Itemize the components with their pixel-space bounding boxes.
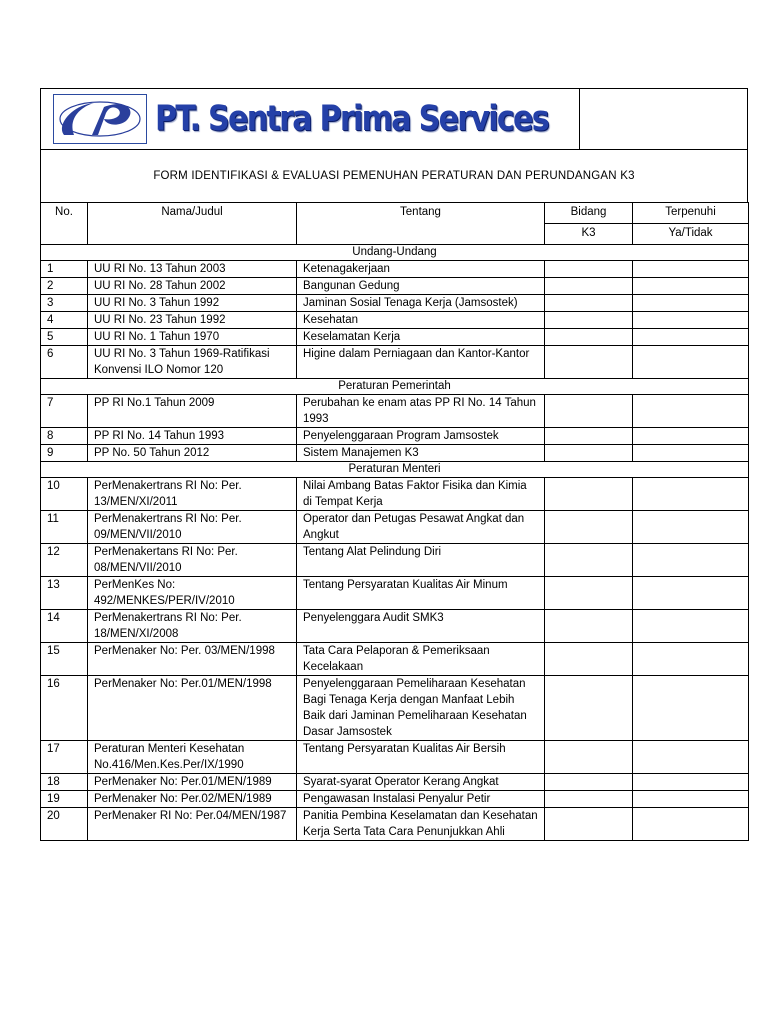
row-tentang: Penyelenggaraan Program Jamsostek — [297, 428, 545, 445]
table-row — [41, 544, 749, 577]
table-header-row — [41, 203, 749, 224]
row-bidang-cell[interactable] — [545, 577, 633, 610]
row-number: 3 — [41, 295, 88, 312]
row-bidang-cell[interactable] — [545, 428, 633, 445]
row-terpenuhi-cell[interactable] — [633, 329, 749, 346]
row-tentang: Jaminan Sosial Tenaga Kerja (Jamsostek) — [297, 295, 545, 312]
row-terpenuhi-cell[interactable] — [633, 791, 749, 808]
company-logo — [53, 94, 573, 144]
row-terpenuhi-cell[interactable] — [633, 676, 749, 741]
table-row — [41, 329, 749, 346]
row-nama: PerMenakertans RI No: Per. 08/MEN/VII/2010 — [88, 544, 297, 577]
row-bidang-cell[interactable] — [545, 544, 633, 577]
table-row — [41, 346, 749, 379]
section-row — [41, 379, 749, 395]
row-bidang-cell[interactable] — [545, 346, 633, 379]
table-row — [41, 445, 749, 462]
row-number: 19 — [41, 791, 88, 808]
col-terpenuhi-subheader: Ya/Tidak — [633, 224, 749, 245]
row-tentang: Perubahan ke enam atas PP RI No. 14 Tahun 1993 — [297, 395, 545, 428]
row-terpenuhi-cell[interactable] — [633, 312, 749, 329]
row-bidang-cell[interactable] — [545, 791, 633, 808]
row-tentang: Kesehatan — [297, 312, 545, 329]
table-row — [41, 428, 749, 445]
row-bidang-cell[interactable] — [545, 511, 633, 544]
row-nama: PerMenaker RI No: Per.04/MEN/1987 — [88, 808, 297, 841]
row-terpenuhi-cell[interactable] — [633, 610, 749, 643]
row-number: 12 — [41, 544, 88, 577]
table-row — [41, 295, 749, 312]
row-tentang: Higine dalam Perniagaan dan Kantor-Kantor — [297, 346, 545, 379]
row-tentang: Pengawasan Instalasi Penyalur Petir — [297, 791, 545, 808]
row-tentang: Bangunan Gedung — [297, 278, 545, 295]
row-bidang-cell[interactable] — [545, 295, 633, 312]
row-terpenuhi-cell[interactable] — [633, 741, 749, 774]
row-tentang: Nilai Ambang Batas Faktor Fisika dan Kimia di Tempat Kerja — [297, 478, 545, 511]
row-tentang: Penyelenggaraan Pemeliharaan Kesehatan Bagi Tenaga Kerja dengan Manfaat Lebih Baik dari Jaminan Pemeliharaan Kesehatan Dasar Jamsostek — [297, 676, 545, 741]
row-nama: UU RI No. 23 Tahun 1992 — [88, 312, 297, 329]
row-nama: PP No. 50 Tahun 2012 — [88, 445, 297, 462]
row-terpenuhi-cell[interactable] — [633, 643, 749, 676]
row-number: 13 — [41, 577, 88, 610]
row-number: 6 — [41, 346, 88, 379]
row-number: 17 — [41, 741, 88, 774]
row-nama: PerMenaker No: Per.01/MEN/1989 — [88, 774, 297, 791]
row-bidang-cell[interactable] — [545, 278, 633, 295]
row-nama: UU RI No. 3 Tahun 1969-Ratifikasi Konvensi ILO Nomor 120 — [88, 346, 297, 379]
row-terpenuhi-cell[interactable] — [633, 295, 749, 312]
row-terpenuhi-cell[interactable] — [633, 478, 749, 511]
table-row — [41, 395, 749, 428]
row-nama: UU RI No. 13 Tahun 2003 — [88, 261, 297, 278]
row-number: 7 — [41, 395, 88, 428]
row-terpenuhi-cell[interactable] — [633, 445, 749, 462]
row-tentang: Syarat-syarat Operator Kerang Angkat — [297, 774, 545, 791]
row-tentang: Keselamatan Kerja — [297, 329, 545, 346]
row-terpenuhi-cell[interactable] — [633, 346, 749, 379]
row-bidang-cell[interactable] — [545, 808, 633, 841]
section-title: Peraturan Pemerintah — [41, 379, 749, 395]
row-tentang: Sistem Manajemen K3 — [297, 445, 545, 462]
row-number: 2 — [41, 278, 88, 295]
row-nama: PerMenakertrans RI No: Per. 09/MEN/VII/2010 — [88, 511, 297, 544]
row-bidang-cell[interactable] — [545, 261, 633, 278]
table-body — [41, 245, 749, 841]
table-row — [41, 577, 749, 610]
row-tentang: Panitia Pembina Keselamatan dan Kesehatan Kerja Serta Tata Cara Penunjukkan Ahli — [297, 808, 545, 841]
row-number: 1 — [41, 261, 88, 278]
row-bidang-cell[interactable] — [545, 395, 633, 428]
row-nama: UU RI No. 3 Tahun 1992 — [88, 295, 297, 312]
row-terpenuhi-cell[interactable] — [633, 774, 749, 791]
letterhead — [40, 88, 748, 150]
table-row — [41, 478, 749, 511]
table-row — [41, 312, 749, 329]
section-title: Peraturan Menteri — [41, 462, 749, 478]
row-nama: PerMenakertrans RI No: Per. 13/MEN/XI/2011 — [88, 478, 297, 511]
table-row — [41, 643, 749, 676]
row-bidang-cell[interactable] — [545, 643, 633, 676]
row-terpenuhi-cell[interactable] — [633, 511, 749, 544]
row-number: 20 — [41, 808, 88, 841]
row-number: 14 — [41, 610, 88, 643]
logo-mark-icon — [53, 94, 147, 144]
row-tentang: Ketenagakerjaan — [297, 261, 545, 278]
col-bidang-subheader: K3 — [545, 224, 633, 245]
row-number: 18 — [41, 774, 88, 791]
row-number: 4 — [41, 312, 88, 329]
row-number: 10 — [41, 478, 88, 511]
row-number: 15 — [41, 643, 88, 676]
row-bidang-cell[interactable] — [545, 445, 633, 462]
col-bidang-header: Bidang — [545, 203, 633, 224]
row-terpenuhi-cell[interactable] — [633, 808, 749, 841]
document — [40, 88, 748, 841]
table-row — [41, 774, 749, 791]
row-nama: UU RI No. 28 Tahun 2002 — [88, 278, 297, 295]
section-row — [41, 462, 749, 478]
form-title: FORM IDENTIFIKASI & EVALUASI PEMENUHAN PERATURAN DAN PERUNDANGAN K3 — [40, 150, 748, 202]
row-nama: PP RI No.1 Tahun 2009 — [88, 395, 297, 428]
row-nama: Peraturan Menteri Kesehatan No.416/Men.Kes.Per/IX/1990 — [88, 741, 297, 774]
company-name: PT. Sentra Prima Services — [155, 99, 548, 139]
row-tentang: Tata Cara Pelaporan & Pemeriksaan Kecelakaan — [297, 643, 545, 676]
table-row — [41, 278, 749, 295]
row-terpenuhi-cell[interactable] — [633, 395, 749, 428]
table-row — [41, 261, 749, 278]
row-nama: UU RI No. 1 Tahun 1970 — [88, 329, 297, 346]
row-bidang-cell[interactable] — [545, 741, 633, 774]
table-row — [41, 791, 749, 808]
table-row — [41, 741, 749, 774]
row-number: 9 — [41, 445, 88, 462]
header-blank-cell — [580, 89, 747, 149]
row-tentang: Tentang Persyaratan Kualitas Air Minum — [297, 577, 545, 610]
section-row — [41, 245, 749, 261]
row-terpenuhi-cell[interactable] — [633, 544, 749, 577]
row-terpenuhi-cell[interactable] — [633, 428, 749, 445]
row-nama: PerMenaker No: Per.02/MEN/1989 — [88, 791, 297, 808]
row-tentang: Tentang Persyaratan Kualitas Air Bersih — [297, 741, 545, 774]
row-number: 16 — [41, 676, 88, 741]
row-nama: PerMenaker No: Per.01/MEN/1998 — [88, 676, 297, 741]
row-terpenuhi-cell[interactable] — [633, 261, 749, 278]
col-nama-header: Nama/Judul — [88, 203, 297, 245]
row-bidang-cell[interactable] — [545, 329, 633, 346]
row-bidang-cell[interactable] — [545, 478, 633, 511]
row-number: 11 — [41, 511, 88, 544]
row-tentang: Penyelenggara Audit SMK3 — [297, 610, 545, 643]
row-number: 8 — [41, 428, 88, 445]
row-tentang: Tentang Alat Pelindung Diri — [297, 544, 545, 577]
row-nama: PerMenaker No: Per. 03/MEN/1998 — [88, 643, 297, 676]
row-terpenuhi-cell[interactable] — [633, 577, 749, 610]
row-number: 5 — [41, 329, 88, 346]
table-row — [41, 676, 749, 741]
row-tentang: Operator dan Petugas Pesawat Angkat dan Angkut — [297, 511, 545, 544]
col-tentang-header: Tentang — [297, 203, 545, 245]
section-title: Undang-Undang — [41, 245, 749, 261]
row-bidang-cell[interactable] — [545, 774, 633, 791]
table-row — [41, 610, 749, 643]
table-row — [41, 511, 749, 544]
table-row — [41, 808, 749, 841]
row-bidang-cell[interactable] — [545, 676, 633, 741]
row-nama: PP RI No. 14 Tahun 1993 — [88, 428, 297, 445]
row-bidang-cell[interactable] — [545, 312, 633, 329]
col-no-header: No. — [41, 203, 88, 245]
logo-cell — [41, 89, 580, 149]
row-bidang-cell[interactable] — [545, 610, 633, 643]
row-nama: PerMenKes No: 492/MENKES/PER/IV/2010 — [88, 577, 297, 610]
row-terpenuhi-cell[interactable] — [633, 278, 749, 295]
row-nama: PerMenakertrans RI No: Per. 18/MEN/XI/2008 — [88, 610, 297, 643]
col-terpenuhi-header: Terpenuhi — [633, 203, 749, 224]
regulation-table — [40, 202, 749, 841]
